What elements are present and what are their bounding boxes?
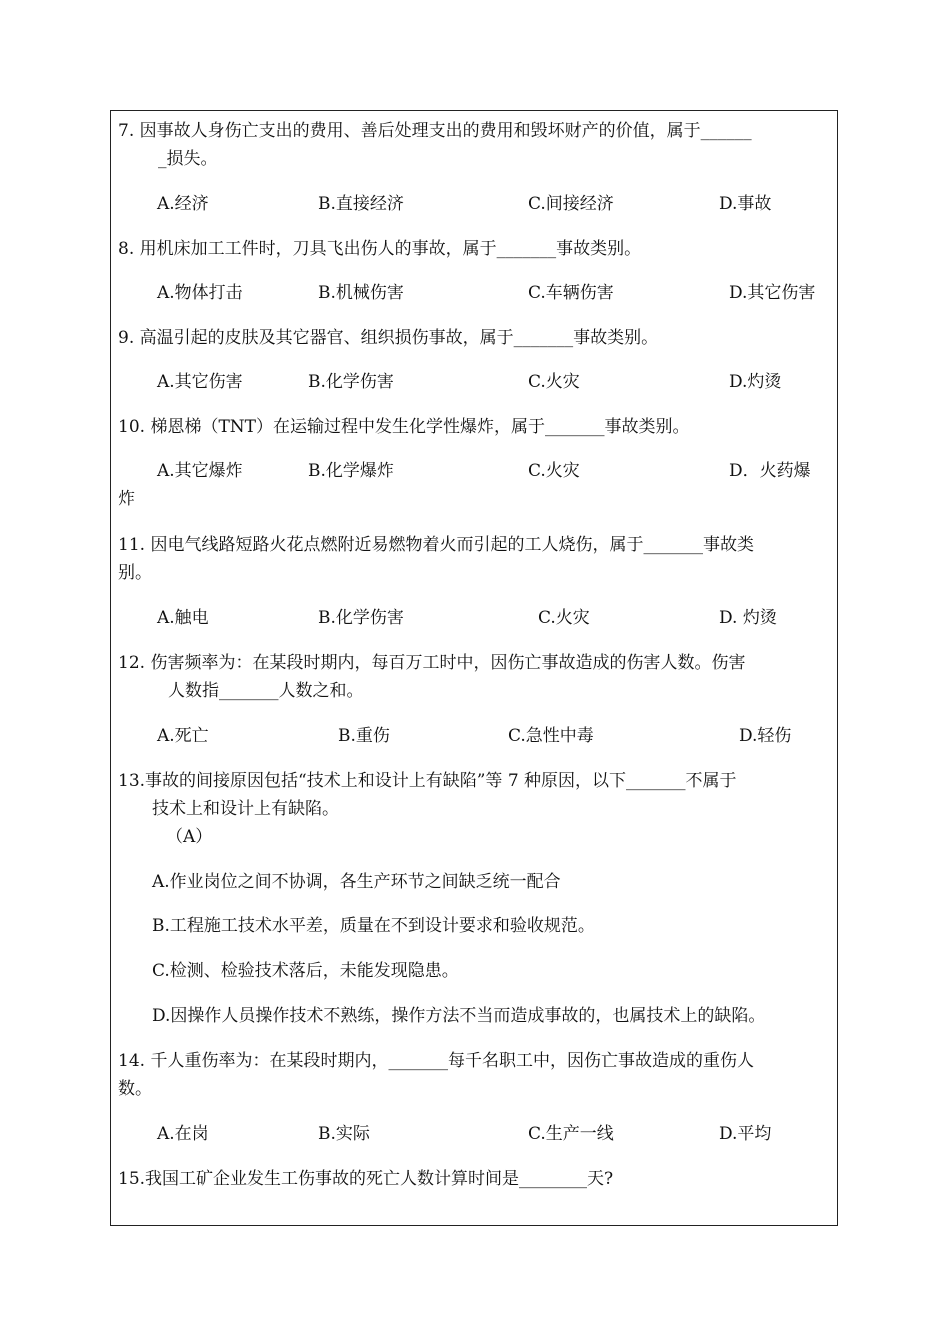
question-8-option-c: C.车辆伤害 xyxy=(528,283,614,303)
question-7-line-2: _损失。 xyxy=(158,149,218,169)
question-7-option-a: A.经济 xyxy=(157,194,209,214)
question-7-option-b: B.直接经济 xyxy=(318,194,404,214)
question-10-option-d-wrap: 炸 xyxy=(118,489,135,509)
question-11-option-c: C.火灾 xyxy=(538,608,590,628)
question-7-option-d: D.事故 xyxy=(719,194,772,214)
question-11-line-2: 别。 xyxy=(118,563,152,583)
question-8-option-b: B.机械伤害 xyxy=(318,283,404,303)
question-14-option-a: A.在岗 xyxy=(157,1124,209,1144)
question-9-line-1: 9. 高温引起的皮肤及其它器官、组织损伤事故，属于_______事故类别。 xyxy=(118,328,659,348)
question-8-line-1: 8. 用机床加工工件时，刀具飞出伤人的事故，属于_______事故类别。 xyxy=(118,239,642,259)
question-8-option-d: D.其它伤害 xyxy=(729,283,816,303)
question-9-option-c: C.火灾 xyxy=(528,372,580,392)
question-12-option-d: D.轻伤 xyxy=(739,726,792,746)
question-11-option-d: D. 灼烫 xyxy=(719,608,777,628)
question-14-option-d: D.平均 xyxy=(719,1124,772,1144)
question-8-option-a: A.物体打击 xyxy=(157,283,243,303)
question-10-option-a: A.其它爆炸 xyxy=(157,461,243,481)
question-12-option-b: B.重伤 xyxy=(338,726,390,746)
question-11-option-a: A.触电 xyxy=(157,608,209,628)
question-11-option-b: B.化学伤害 xyxy=(318,608,404,628)
question-12-line-1: 12. 伤害频率为：在某段时期内，每百万工时中，因伤亡事故造成的伤害人数。伤害 xyxy=(118,653,746,673)
question-10-option-d: D．火药爆 xyxy=(729,461,811,481)
question-12-option-a: A.死亡 xyxy=(157,726,209,746)
question-13-line-1: 13.事故的间接原因包括“技术上和设计上有缺陷”等 7 种原因，以下_______不属于 xyxy=(118,771,737,791)
question-13-option-a: A.作业岗位之间不协调，各生产环节之间缺乏统一配合 xyxy=(152,872,561,892)
question-11-line-1: 11. 因电气线路短路火花点燃附近易燃物着火而引起的工人烧伤，属于_______事故类 xyxy=(118,535,754,555)
question-9-option-a: A.其它伤害 xyxy=(157,372,243,392)
question-13-line-2: 技术上和设计上有缺陷。 xyxy=(152,799,339,819)
question-12-option-c: C.急性中毒 xyxy=(508,726,594,746)
question-15-line-1: 15.我国工矿企业发生工伤事故的死亡人数计算时间是________天? xyxy=(118,1169,614,1189)
question-7-option-c: C.间接经济 xyxy=(528,194,614,214)
question-13-option-b: B.工程施工技术水平差，质量在不到设计要求和验收规范。 xyxy=(152,916,595,936)
question-14-line-2: 数。 xyxy=(118,1079,152,1099)
question-10-option-c: C.火灾 xyxy=(528,461,580,481)
question-10-option-b: B.化学爆炸 xyxy=(308,461,394,481)
question-14-option-c: C.生产一线 xyxy=(528,1124,614,1144)
question-9-option-b: B.化学伤害 xyxy=(308,372,394,392)
question-9-option-d: D.灼烫 xyxy=(729,372,782,392)
question-14-option-b: B.实际 xyxy=(318,1124,370,1144)
question-13-answer: （A） xyxy=(166,827,213,847)
question-14-line-1: 14. 千人重伤率为：在某段时期内，_______每千名职工中，因伤亡事故造成的重伤人 xyxy=(118,1051,754,1071)
question-13-option-d: D.因操作人员操作技术不熟练，操作方法不当而造成事故的，也属技术上的缺陷。 xyxy=(152,1006,766,1026)
question-7-line-1: 7. 因事故人身伤亡支出的费用、善后处理支出的费用和毁坏财产的价值，属于______ xyxy=(118,121,752,141)
question-12-line-2: 人数指_______人数之和。 xyxy=(168,681,364,701)
question-10-line-1: 10. 梯恩梯（TNT）在运输过程中发生化学性爆炸，属于_______事故类别。 xyxy=(118,417,690,437)
question-13-option-c: C.检测、检验技术落后，未能发现隐患。 xyxy=(152,961,459,981)
